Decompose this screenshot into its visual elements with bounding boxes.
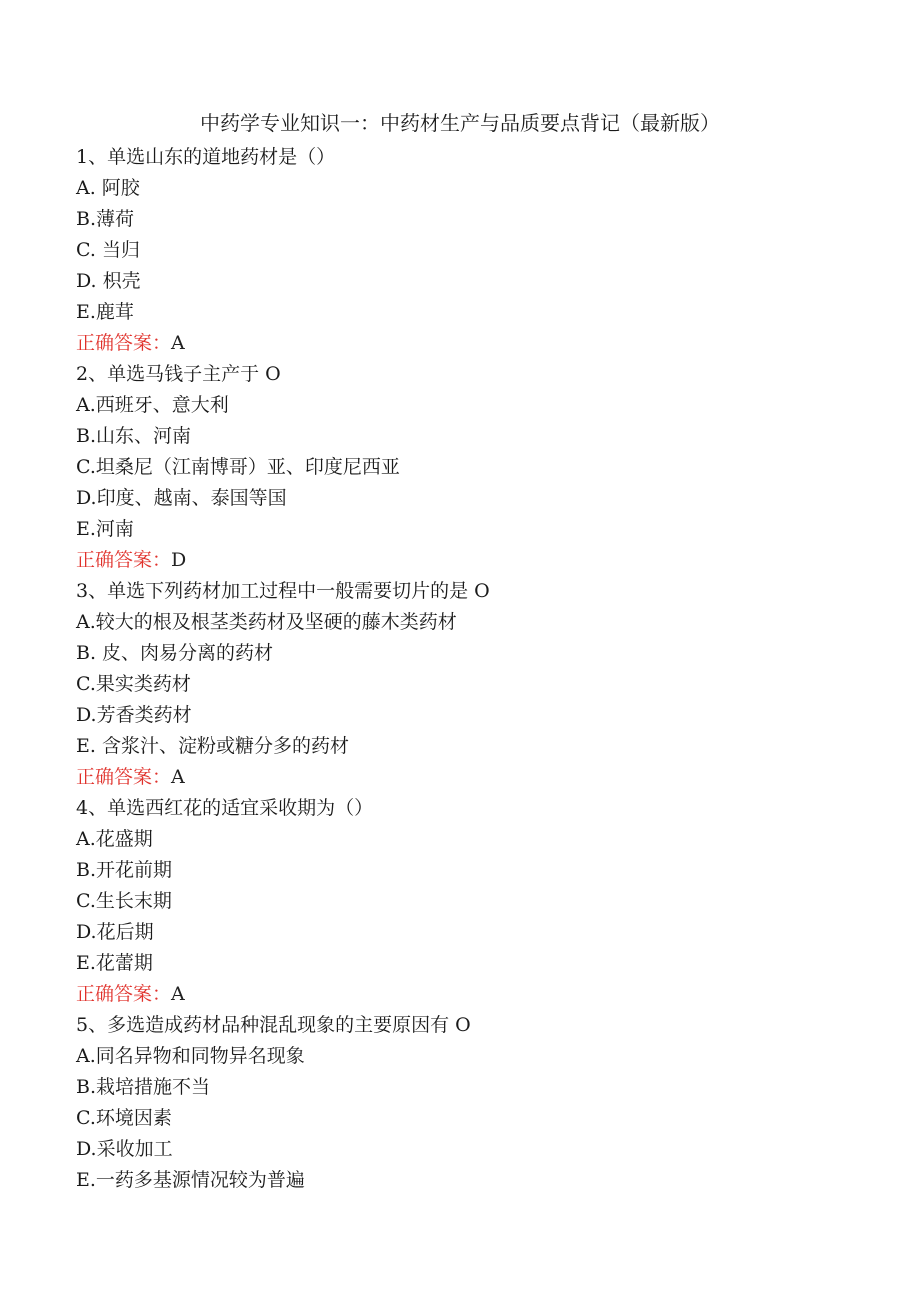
answer-value: A bbox=[171, 983, 185, 1005]
answer-line bbox=[76, 979, 876, 1010]
answer-line bbox=[76, 545, 876, 576]
question-stem: 5、多选造成药材品种混乱现象的主要原因有 O bbox=[76, 1014, 471, 1036]
option-e: E.一药多基源情况较为普遍 bbox=[76, 1169, 305, 1191]
question-5 bbox=[76, 1010, 876, 1196]
option-e: E.鹿茸 bbox=[76, 301, 134, 323]
option-d: D. 枳壳 bbox=[76, 270, 141, 292]
option-b: B.栽培措施不当 bbox=[76, 1076, 211, 1098]
question-list bbox=[76, 142, 876, 1196]
option-e: E.河南 bbox=[76, 518, 134, 540]
option-b: B. 皮、肉易分离的药材 bbox=[76, 642, 274, 664]
option-b: B.开花前期 bbox=[76, 859, 173, 881]
answer-value: D bbox=[171, 549, 187, 571]
question-1 bbox=[76, 142, 876, 359]
question-stem: 4、单选西红花的适宜采收期为（） bbox=[76, 797, 374, 819]
answer-value: A bbox=[171, 332, 185, 354]
question-stem: 2、单选马钱子主产于 O bbox=[76, 363, 281, 385]
answer-label: 正确答案： bbox=[76, 983, 172, 1005]
option-c: C. 当归 bbox=[76, 239, 140, 261]
answer-value: A bbox=[171, 766, 185, 788]
option-a: A. 阿胶 bbox=[76, 177, 140, 199]
option-d: D.采收加工 bbox=[76, 1138, 173, 1160]
option-a: A.西班牙、意大利 bbox=[76, 394, 229, 416]
option-c: C.坦桑尼（江南博哥）亚、印度尼西亚 bbox=[76, 456, 400, 478]
option-b: B.薄荷 bbox=[76, 208, 135, 230]
answer-line bbox=[76, 762, 876, 793]
answer-line bbox=[76, 328, 876, 359]
option-a: A.花盛期 bbox=[76, 828, 153, 850]
option-d: D.花后期 bbox=[76, 921, 154, 943]
option-e: E.花蕾期 bbox=[76, 952, 153, 974]
option-d: D.印度、越南、泰国等国 bbox=[76, 487, 287, 509]
option-a: A.较大的根及根茎类药材及坚硬的藤木类药材 bbox=[76, 611, 457, 633]
question-2 bbox=[76, 359, 876, 576]
option-c: C.生长末期 bbox=[76, 890, 172, 912]
option-c: C.果实类药材 bbox=[76, 673, 191, 695]
answer-label: 正确答案： bbox=[76, 332, 172, 354]
question-stem: 3、单选下列药材加工过程中一般需要切片的是 O bbox=[76, 580, 490, 602]
option-c: C.环境因素 bbox=[76, 1107, 172, 1129]
option-b: B.山东、河南 bbox=[76, 425, 192, 447]
question-stem: 1、单选山东的道地药材是（） bbox=[76, 146, 336, 168]
question-4 bbox=[76, 793, 876, 1010]
option-d: D.芳香类药材 bbox=[76, 704, 192, 726]
answer-label: 正确答案： bbox=[76, 766, 172, 788]
answer-label: 正确答案： bbox=[76, 549, 172, 571]
question-3 bbox=[76, 576, 876, 793]
page-title: 中药学专业知识一：中药材生产与品质要点背记（最新版） bbox=[200, 111, 720, 135]
option-a: A.同名异物和同物异名现象 bbox=[76, 1045, 305, 1067]
option-e: E. 含浆汁、淀粉或糖分多的药材 bbox=[76, 735, 349, 757]
